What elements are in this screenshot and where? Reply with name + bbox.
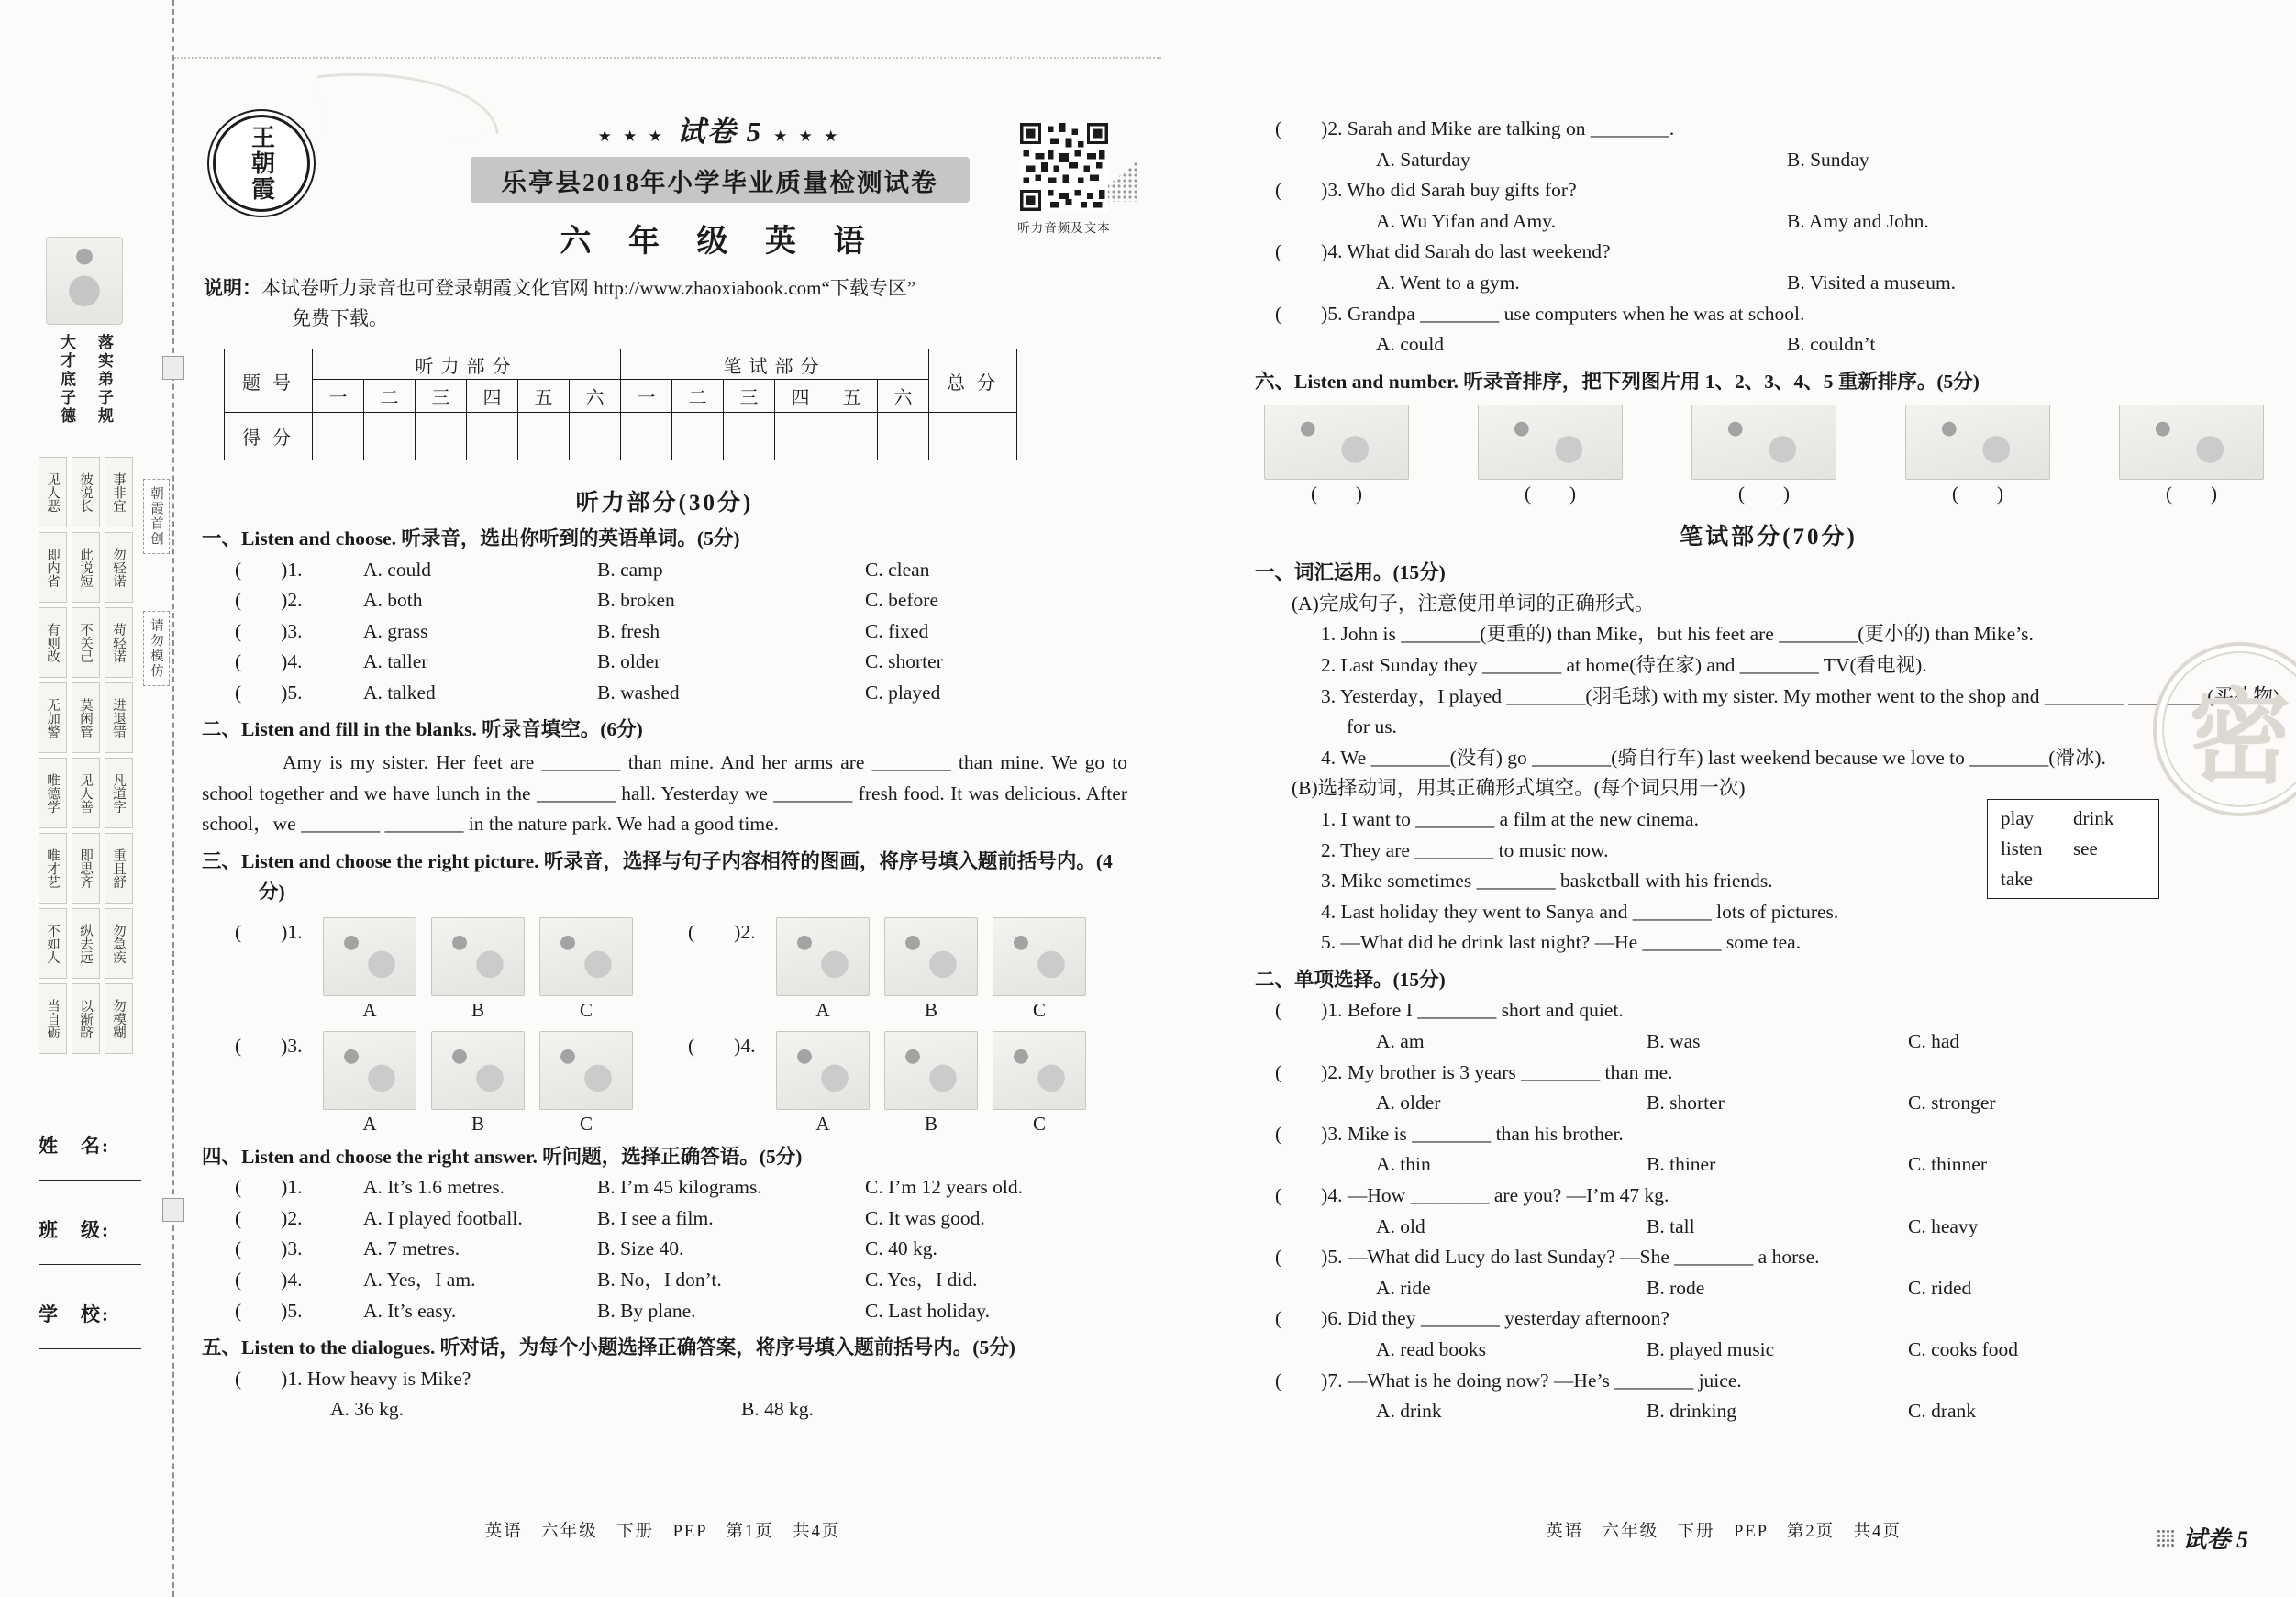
brand-slogan-bottom: 落实弟子规 [95, 334, 113, 426]
picture-woman-on-phone [431, 1031, 525, 1110]
picture-label: B [471, 1112, 484, 1135]
question-item [1255, 1058, 2282, 1119]
multiple-choice-items [1255, 995, 2282, 1426]
picture-question-3 [235, 1031, 648, 1136]
option-a: A. could [1376, 333, 1445, 356]
score-table-column-header: 二 [364, 380, 416, 413]
question-options [1255, 1149, 2282, 1181]
option-b: B. fresh [597, 619, 660, 642]
mascot-child-illustration [46, 237, 123, 325]
fill-in-sentence: 3. Mike sometimes ________ basketball with his friends. [1321, 870, 1773, 893]
option-a: A. both [363, 589, 423, 612]
section-5-heading: 五、Listen to the dialogues. 听对话，为每个小题选择正确答案，将序号填入题前括号内。(5分) [202, 1336, 1015, 1359]
picture-girl-riding-bicycle [1905, 405, 2050, 480]
section-4-heading: 四、Listen and choose the right answer. 听问题，选择正确答语。(5分) [202, 1145, 803, 1168]
question-options [1255, 1026, 2282, 1058]
picture-family-planting-flowers [993, 1031, 1086, 1110]
score-table-total: 总 分 [929, 349, 1017, 413]
option-b: B. thiner [1647, 1153, 1716, 1176]
page-2 [1151, 0, 2296, 1597]
dizigui-verse-cell: 重且舒 [105, 833, 133, 904]
question-text: ( )6. Did they ________ yesterday afternoon? [1275, 1307, 1669, 1330]
question-item [1255, 299, 2282, 360]
question-options [1255, 206, 2282, 238]
option-c: C. clean [865, 558, 930, 581]
question-number: ( )3. [235, 619, 303, 642]
left-margin-strip [0, 0, 174, 1597]
dizigui-verse-cell: 唯才艺 [39, 833, 67, 904]
picture-question-2 [688, 917, 1101, 1022]
part-a-label: (A)完成句子，注意使用单词的正确形式。 [1292, 592, 1655, 615]
picture-question-1 [235, 917, 648, 1022]
score-table-column-header: 三 [724, 380, 775, 413]
fill-in-sentence: 5. —What did he drink last night? —He ________ some tea. [1321, 931, 1802, 954]
option-c: C. It was good. [865, 1206, 985, 1229]
part-b-block [1255, 773, 2282, 959]
option-b: B. Visited a museum. [1787, 271, 1957, 294]
picture-dinosaur [776, 917, 870, 996]
option-a: A. taller [363, 650, 428, 673]
option-b: B. Size 40. [597, 1237, 684, 1260]
student-info-field [39, 1300, 165, 1349]
option-b: B. tall [1647, 1214, 1695, 1237]
answer-parentheses: ( ) [1952, 482, 2003, 505]
score-cell [518, 413, 570, 460]
option-a: A. Wu Yifan and Amy. [1376, 209, 1556, 232]
score-table-listening-group: 听力部分 [313, 349, 621, 380]
dizigui-verse-cell: 见人恶 [39, 457, 67, 527]
option-b: B. washed [597, 681, 680, 704]
picture-label: B [924, 1112, 937, 1135]
qr-caption: 听力音频及文本 [1017, 221, 1111, 235]
dizigui-verse-cell: 莫闲管 [72, 682, 100, 753]
question-options [1255, 145, 2282, 176]
option-a: A. Went to a gym. [1376, 271, 1520, 294]
section-1-items [202, 555, 1127, 709]
student-info-field [39, 1131, 165, 1181]
picture-label: B [924, 998, 937, 1021]
dizigui-verse-cell: 事非宜 [105, 457, 133, 527]
score-cell [570, 413, 621, 460]
answer-parentheses: ( ) [2166, 482, 2217, 505]
number-the-pictures [1264, 405, 2264, 505]
fill-in-sentence: 1. John is ________(更重的) than Mike，but his feet are ________(更小的) than Mike’s. [1321, 623, 2034, 646]
question-text: ( )2. My brother is 3 years ________ than me. [1275, 1060, 1673, 1083]
option-c: C. I’m 12 years old. [865, 1176, 1023, 1199]
score-cell [364, 413, 416, 460]
picture-label: C [1032, 1112, 1046, 1135]
option-b: B. couldn’t [1787, 333, 1876, 356]
picture-question-4 [688, 1031, 1101, 1136]
picture-mother-washing-baby [539, 1031, 633, 1110]
question-row [202, 1234, 1127, 1265]
brand-logo [204, 90, 319, 237]
question-item [1255, 1242, 2282, 1303]
part-b-label: (B)选择动词，用其正确形式填空。(每个词只用一次) [1292, 777, 1746, 800]
question-text: ( )1. Before I ________ short and quiet. [1275, 999, 1624, 1022]
option-b: B. Sunday [1787, 148, 1869, 171]
instructions-text: 本试卷听力录音也可登录朝霞文化官网 http://www.zhaoxiabook.com“下载专区” [261, 277, 916, 299]
option-c: C. Last holiday. [865, 1299, 990, 1322]
word-bank-item: listen [2001, 837, 2043, 860]
question-number: ( )2. [688, 920, 756, 943]
picture-label: A [362, 998, 377, 1021]
option-c: C. Yes，I did. [865, 1269, 978, 1292]
question-number: ( )4. [235, 1269, 303, 1292]
question-item [1255, 175, 2282, 237]
question-text: ( )1. How heavy is Mike? [235, 1367, 471, 1390]
confidential-watermark: 密 [2153, 642, 2296, 816]
option-c: C. 40 kg. [865, 1237, 937, 1260]
answer-parentheses: ( ) [1525, 482, 1576, 505]
picture-label: C [579, 1112, 593, 1135]
question-item [1255, 237, 2282, 298]
option-c: C. thinner [1908, 1153, 1987, 1176]
score-cell [313, 413, 364, 460]
corner-paper-number-text: 试卷 5 [2182, 1526, 2248, 1553]
dizigui-verse-cell: 彼说长 [72, 457, 100, 527]
qr-code-icon [1020, 123, 1108, 211]
score-cell [467, 413, 518, 460]
question-text: ( )7. —What is he doing now? —He’s ________ juice. [1275, 1369, 1742, 1392]
score-table-column-header: 一 [621, 380, 672, 413]
question-number: ( )3. [235, 1034, 303, 1057]
dizigui-verse-cell: 有则改 [39, 607, 67, 678]
section-3-heading: 三、Listen and choose the right picture. 听录音，选择与句子内容相符的图画，将序号填入题前括号内。(4分) [202, 849, 1113, 904]
field-label: 班 级: [39, 1219, 110, 1241]
question-text: ( )4. —How ________ are you? —I’m 47 kg. [1275, 1183, 1669, 1206]
picture-people-flying-kites [884, 1031, 978, 1110]
score-table-score-label: 得 分 [225, 413, 313, 460]
fill-in-sentence: 2. They are ________ to music now. [1321, 838, 1609, 861]
instructions-line-2: 免费下载。 [292, 307, 388, 329]
word-bank-item: drink [2073, 807, 2114, 830]
section-6-heading: 六、Listen and number. 听录音排序，把下列图片用 1、2、3、4、5 重新排序。(5分) [1255, 370, 1980, 393]
dizigui-verse-cell: 此说短 [72, 532, 100, 603]
option-b: B. drinking [1647, 1400, 1736, 1423]
option-b: B. broken [597, 589, 675, 612]
dizigui-verse-cell: 当自砺 [39, 983, 67, 1054]
score-cell [416, 413, 467, 460]
written-part-title: 笔试部分(70分) [1680, 525, 1858, 550]
question-item [1255, 995, 2282, 1057]
dizigui-verse-cell: 勿急疾 [105, 908, 133, 979]
question-text: ( )3. Who did Sarah buy gifts for? [1275, 179, 1577, 202]
option-b: B. I’m 45 kilograms. [597, 1176, 762, 1199]
score-cell [878, 413, 929, 460]
question-row [202, 616, 1127, 648]
score-cell [621, 413, 672, 460]
brand-logo-text: 王朝霞 [248, 125, 275, 202]
instructions-label: 说明： [204, 277, 261, 299]
question-options [1255, 268, 2282, 299]
question-options [1255, 1396, 2282, 1427]
word-bank-item: play [2001, 807, 2035, 830]
subject-title: 六 年 级 英 语 [560, 225, 880, 259]
score-table-column-header: 二 [672, 380, 724, 413]
option-c: C. fixed [865, 619, 929, 642]
write-in-line [39, 1243, 141, 1265]
dizigui-verse-cell: 无加警 [39, 682, 67, 753]
stars-right-icon: ★ ★ ★ [773, 128, 842, 145]
question-number: ( )2. [235, 589, 303, 612]
student-info-fields [39, 1131, 165, 1349]
question-number: ( )5. [235, 1299, 303, 1322]
stars-left-icon: ★ ★ ★ [597, 128, 666, 145]
option-b: B. I see a film. [597, 1206, 714, 1229]
section-1-heading: 一、Listen and choose. 听录音，选出你听到的英语单词。(5分) [202, 527, 740, 549]
question-item [1255, 1303, 2282, 1365]
question-options [1255, 1335, 2282, 1366]
student-info-field [39, 1215, 165, 1265]
question-text: ( )5. —What did Lucy do last Sunday? —She ________ a horse. [1275, 1246, 1820, 1269]
picture-children-playing-outdoors [323, 1031, 416, 1110]
question-item [1255, 1366, 2282, 1427]
question-options [1255, 1273, 2282, 1304]
total-score-cell [929, 413, 1017, 460]
option-a: A. I played football. [363, 1206, 523, 1229]
dizigui-verse-cell: 见人善 [72, 758, 100, 828]
option-a: A. ride [1376, 1276, 1431, 1299]
picture-label: C [579, 998, 593, 1021]
paper-number-label: 试卷 5 [676, 116, 763, 148]
picture-woman-reading-letter [539, 917, 633, 996]
score-table-written-group: 笔试部分 [621, 349, 929, 380]
score-table-column-header: 六 [878, 380, 929, 413]
picture-people-riding-horses [1691, 405, 1836, 480]
dizigui-verse-cell: 即内省 [39, 532, 67, 603]
option-b: B. camp [597, 558, 663, 581]
dizigui-verse-cell: 进退错 [105, 682, 133, 753]
picture-label: C [1032, 998, 1046, 1021]
picture-people-rowing-boat [776, 1031, 870, 1110]
picture-boy-measuring-height [323, 917, 416, 996]
question-number: ( )1. [235, 1176, 303, 1199]
option-a: A. Yes，I am. [363, 1269, 476, 1292]
question-text: ( )3. Mike is ________ than his brother. [1275, 1122, 1624, 1145]
option-b: B. played music [1647, 1337, 1775, 1360]
option-b: B. By plane. [597, 1299, 696, 1322]
score-cell [672, 413, 724, 460]
score-table-column-header: 四 [467, 380, 518, 413]
listening-part-title: 听力部分(30分) [575, 491, 754, 516]
field-label: 学 校: [39, 1303, 110, 1325]
question-number: ( )4. [688, 1034, 756, 1057]
option-a: A. read books [1376, 1337, 1487, 1360]
option-c: C. rided [1908, 1276, 1972, 1299]
section-2-heading: 二、Listen and fill in the blanks. 听录音填空。(6分) [202, 718, 643, 741]
score-table [224, 349, 1017, 460]
question-options [1255, 1212, 2282, 1243]
option-c: C. heavy [1908, 1214, 1979, 1237]
question-text: ( )4. What did Sarah do last weekend? [1275, 240, 1611, 263]
score-table-column-header: 三 [416, 380, 467, 413]
option-a: A. It’s easy. [363, 1299, 457, 1322]
option-c: C. shorter [865, 650, 943, 673]
instructions-line-1 [204, 273, 1011, 304]
dizigui-verse-cell: 不关己 [72, 607, 100, 678]
question-row [202, 1296, 1127, 1327]
qr-code-block [1017, 123, 1111, 236]
option-b: B. No，I don’t. [597, 1269, 722, 1292]
score-cell [826, 413, 878, 460]
dialogue-questions-continued [1255, 114, 2282, 360]
dizigui-verse-cell: 即思齐 [72, 833, 100, 904]
picture-elephant [884, 917, 978, 996]
question-number: ( )2. [235, 1206, 303, 1229]
word-bank-item: take [2001, 868, 2033, 891]
fill-in-sentence: 3. Yesterday，I played ________(羽毛球) with my sister. My mother went to the shop and ________ ________(买礼物) for us. [1321, 684, 2280, 738]
picture-label: B [471, 998, 484, 1021]
question-row [202, 1172, 1127, 1203]
part-a-items [1255, 619, 2282, 773]
score-table-column-header: 一 [313, 380, 364, 413]
question-number: ( )5. [235, 681, 303, 704]
corner-paper-number [2157, 1521, 2248, 1555]
write-in-line [39, 1159, 141, 1181]
option-c: C. had [1908, 1029, 1960, 1052]
picture-girl-watching-tv [431, 917, 525, 996]
page-1-header [202, 108, 1127, 261]
question-number: ( )4. [235, 650, 303, 673]
write-in-line [39, 1327, 141, 1349]
picture-fishing-by-river [1264, 405, 1409, 480]
page-2-footer: 英语 六年级 下册 PEP 第2页 共4页 [1546, 1523, 1902, 1541]
anti-copy-stamp-top: 朝霞首创 [143, 479, 170, 554]
option-c: C. drank [1908, 1400, 1977, 1423]
question-options [1255, 329, 2282, 360]
question-row [202, 1203, 1127, 1235]
question-row [202, 555, 1127, 586]
option-c: C. cooks food [1908, 1337, 2019, 1360]
option-a: A. am [1376, 1029, 1425, 1052]
option-c: C. stronger [1908, 1092, 1996, 1115]
option-a: A. grass [363, 619, 428, 642]
brand-logo-ring [213, 115, 310, 212]
option-c: C. played [865, 681, 941, 704]
section-4-items [202, 1172, 1127, 1326]
dizigui-verse-cell: 苟轻诺 [105, 607, 133, 678]
option-a: A. Saturday [1376, 148, 1470, 171]
question-row [202, 585, 1127, 616]
question-item [1255, 1119, 2282, 1181]
page-1-footer: 英语 六年级 下册 PEP 第1页 共4页 [484, 1523, 841, 1541]
question-row [202, 678, 1127, 709]
written-section-2-heading: 二、单项选择。(15分) [1255, 968, 1446, 991]
picture-dolphin [993, 917, 1086, 996]
answer-parentheses: ( ) [1311, 482, 1362, 505]
exam-instructions [204, 273, 1011, 334]
answer-parentheses: ( ) [1738, 482, 1790, 505]
option-a: A. thin [1376, 1153, 1431, 1176]
fill-in-sentence: 4. We ________(没有) go ________(骑自行车) last weekend because we love to ________(滑冰). [1321, 746, 2106, 769]
question-item [1255, 114, 2282, 175]
picture-row-1 [235, 917, 1127, 1022]
option-a: A. older [1376, 1092, 1441, 1115]
option-a: A. talked [363, 681, 436, 704]
option-a: A. 36 kg. [330, 1398, 405, 1421]
picture-label: A [815, 998, 830, 1021]
question-item [1255, 1181, 2282, 1242]
picture-label: A [362, 1112, 377, 1135]
picture-camping-with-tent [2119, 405, 2264, 480]
question-text: ( )2. Sarah and Mike are talking on ________. [1275, 117, 1675, 139]
score-cell [775, 413, 826, 460]
option-c: C. before [865, 589, 938, 612]
option-a: A. drink [1376, 1400, 1442, 1423]
picture-boy-sitting-reading [1478, 405, 1623, 480]
score-table-column-header: 六 [570, 380, 621, 413]
dizigui-verse-cell: 不如人 [39, 908, 67, 979]
question-row [202, 647, 1127, 678]
dizigui-verse-cell: 纵去远 [72, 908, 100, 979]
dizigui-verse-cell: 唯德学 [39, 758, 67, 828]
question-text: ( )5. Grandpa ________ use computers when he was at school. [1275, 302, 1805, 325]
picture-label: A [815, 1112, 830, 1135]
option-b: B. rode [1647, 1276, 1705, 1299]
option-b: B. 48 kg. [741, 1398, 814, 1421]
score-table-column-header: 四 [775, 380, 826, 413]
page-1 [174, 0, 1151, 1597]
word-bank-item: see [2073, 837, 2098, 860]
question-number: ( )3. [235, 1237, 303, 1260]
written-section-1-heading: 一、词汇运用。(15分) [1255, 561, 1446, 584]
exam-title: 乐亭县2018年小学毕业质量检测试卷 [471, 157, 970, 203]
fill-in-sentence: 1. I want to ________ a film at the new cinema. [1321, 807, 1699, 830]
question-row [202, 1265, 1127, 1296]
fill-in-sentence: 4. Last holiday they went to Sanya and ________ lots of pictures. [1321, 900, 1839, 923]
option-b: B. older [597, 650, 661, 673]
score-table-column-header: 五 [826, 380, 878, 413]
score-table-corner: 题 号 [225, 349, 313, 413]
score-table-column-header: 五 [518, 380, 570, 413]
halftone-square-icon [2157, 1529, 2175, 1547]
option-b: B. shorter [1647, 1092, 1725, 1115]
option-a: A. could [363, 558, 432, 581]
option-a: A. old [1376, 1214, 1425, 1237]
dizigui-verse-cell: 勿轻诺 [105, 532, 133, 603]
option-a: A. 7 metres. [363, 1237, 460, 1260]
dizigui-verse-cell: 凡道字 [105, 758, 133, 828]
brand-slogans [55, 334, 165, 444]
option-b: B. was [1647, 1029, 1701, 1052]
field-label: 姓 名: [39, 1135, 110, 1157]
option-b: B. Amy and John. [1787, 209, 1929, 232]
word-bank [1987, 799, 2159, 899]
dizigui-verse-cell: 以渐跻 [72, 983, 100, 1054]
fill-in-sentence: 2. Last Sunday they ________ at home(待在家) and ________ TV(看电视). [1321, 653, 1927, 676]
question-number: ( )1. [235, 920, 303, 943]
question-number: ( )1. [235, 558, 303, 581]
anti-copy-stamp-bottom: 请勿模仿 [143, 611, 170, 686]
question-options [1255, 1088, 2282, 1119]
dizigui-verse-cell: 勿模糊 [105, 983, 133, 1054]
option-a: A. It’s 1.6 metres. [363, 1176, 505, 1199]
brand-slogan-top: 大才底子德 [58, 334, 75, 426]
cloze-paragraph: Amy is my sister. Her feet are ________ than mine. And her arms are ________ than mine. We go to school together and we have lunch in the ________ hall. Yesterday we ________ fresh food. It was delicious. After school，we ________ ________ in the nature park. We had a good time. [202, 750, 1127, 836]
picture-row-2 [235, 1031, 1127, 1136]
question-options [202, 1394, 1127, 1425]
score-cell [724, 413, 775, 460]
